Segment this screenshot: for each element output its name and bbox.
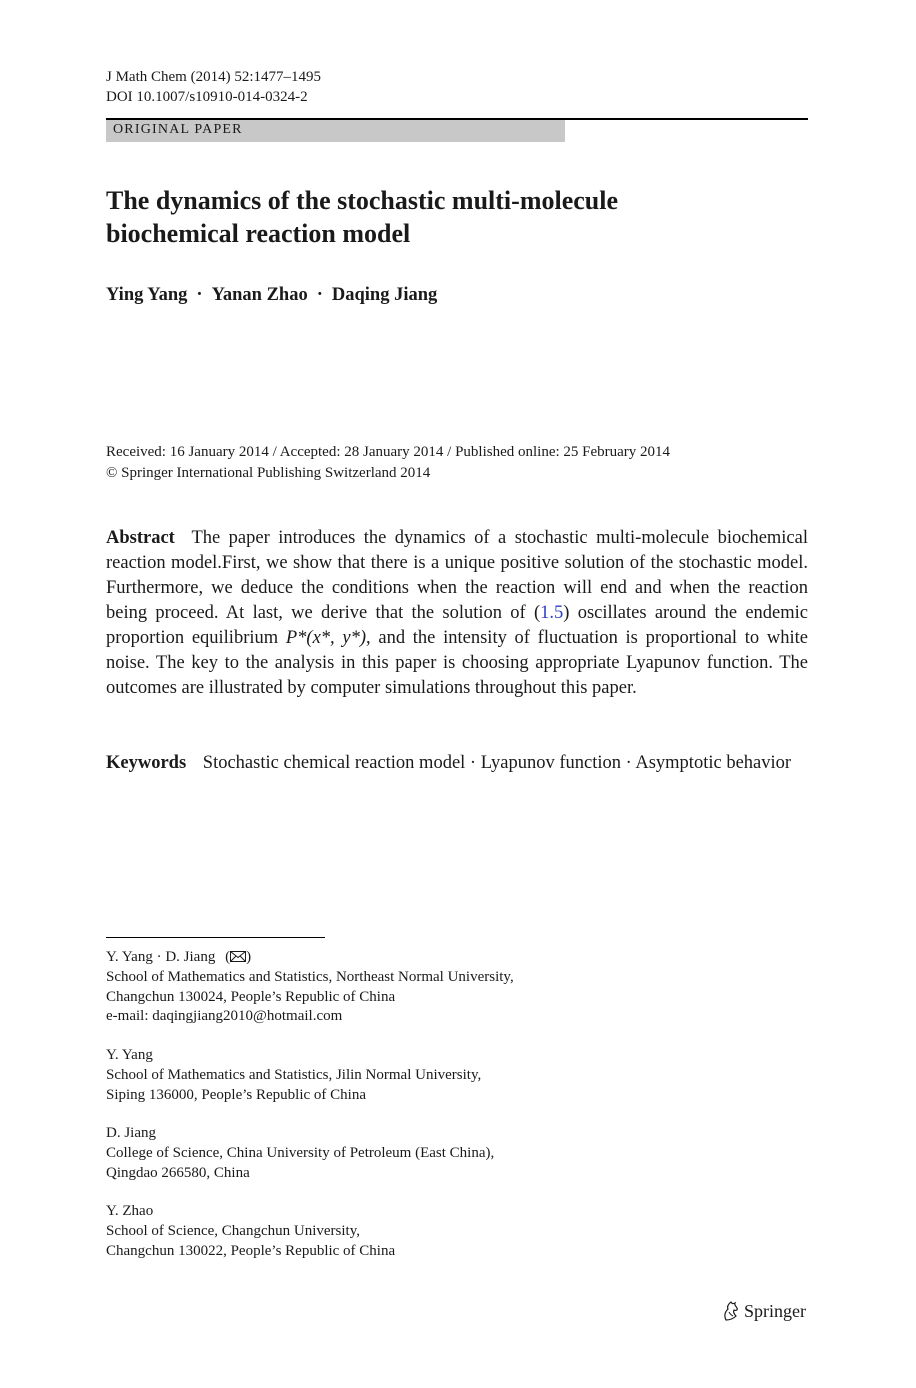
- affiliation-line: School of Science, Changchun University,: [106, 1222, 360, 1239]
- publication-dates: Received: 16 January 2014 / Accepted: 28 January 2014 / Published online: 25 February 2014: [106, 444, 671, 460]
- title-line-1: The dynamics of the stochastic multi-molecule: [106, 186, 619, 215]
- affiliation-block: [106, 1202, 706, 1261]
- affiliation-authors: D. Jiang: [106, 1125, 156, 1141]
- affiliation-line: College of Science, China University of Petroleum (East China),: [106, 1144, 495, 1161]
- article-title: [106, 184, 746, 250]
- publisher-name: Springer: [744, 1301, 806, 1321]
- affiliation-line: Changchun 130022, People’s Republic of China: [106, 1242, 396, 1259]
- keywords-text: Stochastic chemical reaction model · Lyapunov function · Asymptotic behavior: [202, 753, 792, 773]
- abstract-text-3: , and the intensity of fluctuation is proportional to white noise. The key to the analysis in this paper is choosing appropriate Lyapunov function. The outcomes are illustrated by computer simulations throughout this paper.: [106, 628, 808, 698]
- affiliation-line: School of Mathematics and Statistics, Northeast Normal University,: [106, 968, 514, 985]
- affiliation-block: [106, 1046, 706, 1105]
- author-list: [106, 282, 437, 308]
- keywords: [106, 751, 808, 776]
- title-line-2: biochemical reaction model: [106, 219, 411, 248]
- springer-horse-icon: [722, 1300, 740, 1322]
- affiliation-block: [106, 1124, 706, 1183]
- abstract-text-1: The paper introduces the dynamics of a stochastic multi-molecule biochemical reaction model.First, we show that there is a unique positive solution of the stochastic model. Furthermore, we deduce the conditions when the reaction will end and when the reaction being proceed. At last, we derive that the solution of (: [106, 528, 808, 623]
- journal-line: J Math Chem (2014) 52:1477–1495: [106, 69, 321, 85]
- correspondence-mail-icon[interactable]: ( ): [225, 949, 252, 965]
- copyright-line: © Springer International Publishing Switzerland 2014: [106, 465, 431, 481]
- email-link[interactable]: e-mail: daqingjiang2010@hotmail.com: [106, 1008, 343, 1025]
- affiliation-line: Siping 136000, People’s Republic of China: [106, 1086, 366, 1103]
- affiliation-line: Qingdao 266580, China: [106, 1164, 250, 1181]
- keywords-label: Keywords: [106, 753, 187, 773]
- equation-reference-link[interactable]: 1.5: [540, 603, 564, 623]
- affiliation-authors: Y. Yang · D. Jiang: [106, 949, 216, 965]
- article-history: [106, 442, 808, 484]
- doi-line[interactable]: DOI 10.1007/s10910-014-0324-2: [106, 89, 308, 105]
- author-name: Ying Yang: [106, 285, 188, 305]
- equilibrium-symbol: P*(x*, y*): [285, 628, 367, 648]
- affiliation-block: [106, 948, 706, 1027]
- author-name: Yanan Zhao: [211, 285, 308, 305]
- publisher-logo: [722, 1299, 806, 1323]
- affiliation-authors: Y. Zhao: [106, 1203, 154, 1219]
- affiliation-line: School of Mathematics and Statistics, Jilin Normal University,: [106, 1066, 482, 1083]
- affiliation-line: Changchun 130024, People’s Republic of China: [106, 988, 396, 1005]
- affiliation-authors: Y. Yang: [106, 1047, 153, 1063]
- abstract: [106, 526, 808, 701]
- abstract-label: Abstract: [106, 528, 175, 548]
- author-name: Daqing Jiang: [331, 285, 438, 305]
- abstract-text-2: ) oscillates around the endemic proportion equilibrium: [106, 603, 808, 648]
- author-separator: ·: [196, 285, 203, 305]
- journal-citation: [106, 67, 321, 107]
- author-separator: ·: [316, 285, 323, 305]
- footnote-rule: [106, 937, 325, 938]
- paper-type-banner: ORIGINAL PAPER: [106, 120, 565, 142]
